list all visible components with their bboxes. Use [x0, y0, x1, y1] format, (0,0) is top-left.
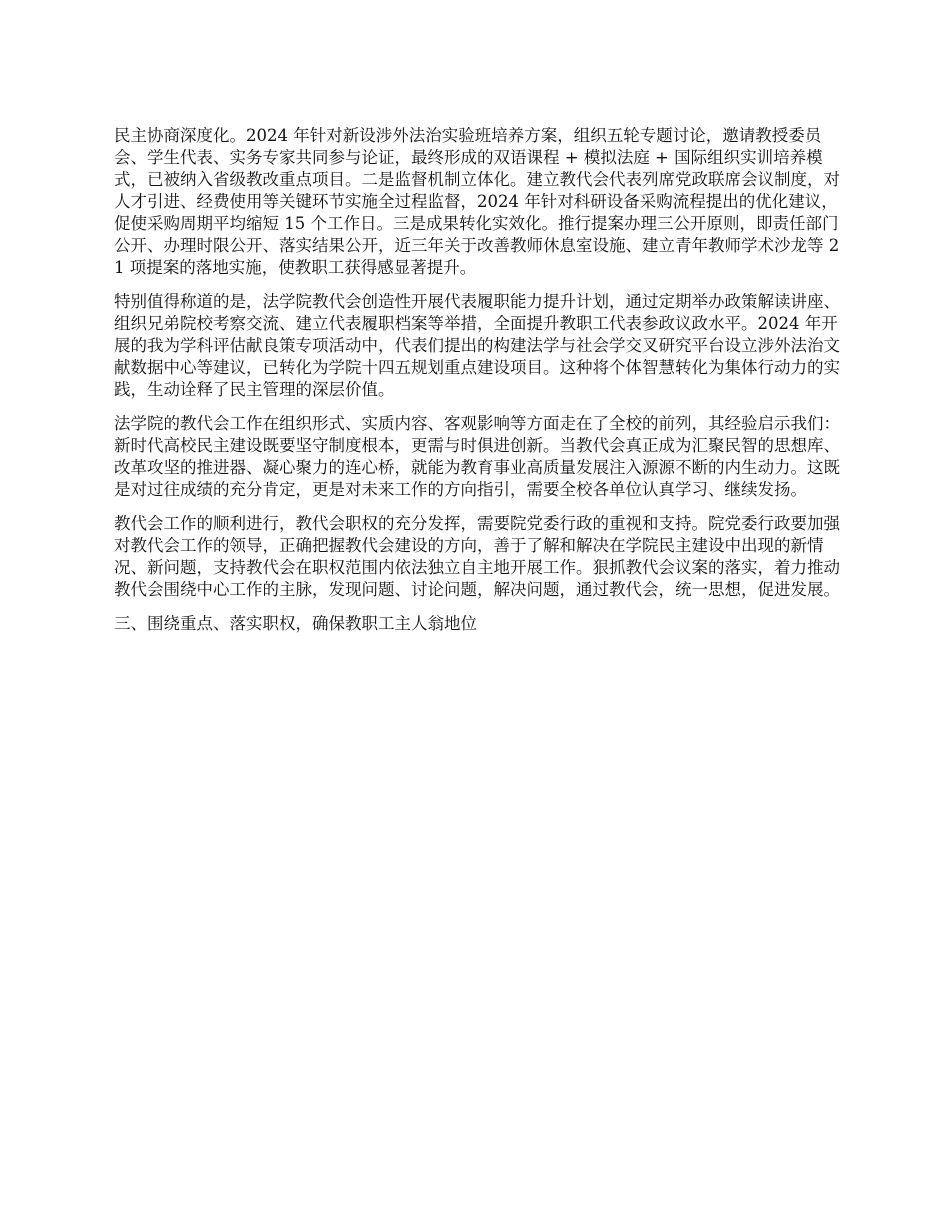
paragraph-party-support: 教代会工作的顺利进行，教代会职权的充分发挥，需要院党委行政的重视和支持。院党委行政要加强对教代会工作的领导，正确把握教代会建设的方向，善于了解和解决在学院民主建设中出现的新情况、新问题，支持教代会在职权范围内依法独立自主地开展工作。狠抓教代会议案的落实，着力推动教代会围绕中心工作的主脉，发现问题、讨论问题，解决问题，通过教代会，统一思想，促进发展。: [114, 514, 840, 599]
paragraph-representative-capacity: 特别值得称道的是，法学院教代会创造性开展代表履职能力提升计划，通过定期举办政策解读讲座、组织兄弟院校考察交流、建立代表履职档案等举措，全面提升教职工代表参政议政水平。2024 年开展的我为学科评估献良策专项活动中，代表们提出的构建法学与社会学交叉研究平台设立涉外法治文献数据中心等建议，已转化为学院十四五规划重点建设项目。这种将个体智慧转化为集体行动力的实践，生动诠释了民主管理的深层价值。: [114, 292, 840, 399]
paragraph-experience-insights: 法学院的教代会工作在组织形式、实质内容、客观影响等方面走在了全校的前列，其经验启示我们：新时代高校民主建设既要坚守制度根本，更需与时俱进创新。当教代会真正成为汇聚民智的思想库、改革攻坚的推进器、凝心聚力的连心桥，就能为教育事业高质量发展注入源源不断的内生动力。这既是对过往成绩的充分肯定，更是对未来工作的方向指引，需要全校各单位认真学习、继续发扬。: [114, 414, 840, 499]
section-heading: 三、围绕重点、落实职权，确保教职工主人翁地位: [114, 614, 477, 633]
paragraph-democratic-consultation: 民主协商深度化。2024 年针对新设涉外法治实验班培养方案，组织五轮专题讨论，邀请教授委员会、学生代表、实务专家共同参与论证，最终形成的双语课程 + 模拟法庭 + 国际组织实训培养模式，已被纳入省级教改重点项目。二是监督机制立体化。建立教代会代表列席党政联席会议制度，对人才引进、经费使用等关键环节实施全过程监督，2024 年针对科研设备采购流程提出的优化建议，促使采购周期平均缩短 15 个工作日。三是成果转化实效化。推行提案办理三公开原则，即责任部门公开、办理时限公开、落实结果公开，近三年关于改善教师休息室设施、建立青年教师学术沙龙等 21 项提案的落地实施，使教职工获得感显著提升。: [114, 126, 840, 277]
document-body: [114, 125, 844, 635]
